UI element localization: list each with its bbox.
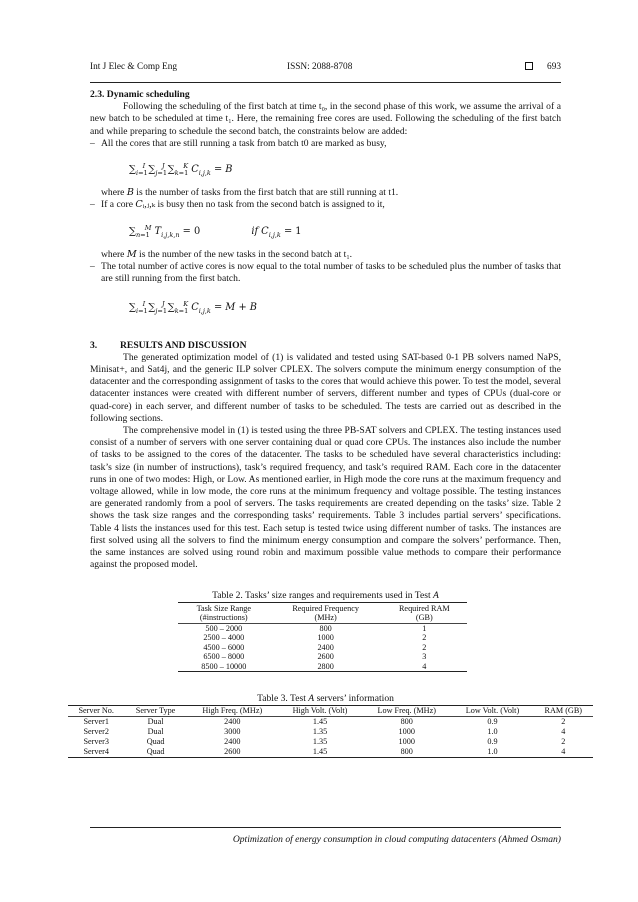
table-row: 2500 – 4000 1000 2 [203, 633, 427, 643]
section-title: RESULTS AND DISCUSSION [120, 339, 247, 351]
table-2-caption: Table 2. Tasks’ size ranges and requirements used in Test A [212, 589, 439, 601]
checkbox-glyph-icon [525, 62, 533, 70]
table-row: 6500 – 8000 2600 3 [203, 652, 427, 662]
table-header: (#instructions) [178, 613, 270, 623]
table-row: Server4 Quad 2600 1.45 800 1.0 4 [68, 747, 593, 758]
table-header: Server Type [124, 706, 186, 717]
section-2-3-paragraph: Following the scheduling of the first batch at time t₀, in the second phase of this work, we assume the arrival of a new batch to be scheduled at time t₁. Here, the remaining free cores are used. Following the scheduling of the first batch and while preparing to schedule the second batch, the constraints below are added: [90, 101, 561, 137]
where-text: where 𝑀 is the number of the new tasks in the second batch at t₁. [101, 248, 353, 260]
bullet-text: The total number of active cores is now equal to the total number of tasks to be scheduled plus the number of tasks that are still running from the first batch. [101, 261, 561, 285]
table-header: (GB) [382, 613, 467, 623]
table-row: 500 – 2000 800 1 [205, 623, 427, 633]
section-2-3-heading: 2.3. Dynamic scheduling [90, 89, 190, 100]
table-row: 4500 – 6000 2400 2 [203, 642, 427, 652]
bullet-text: All the cores that are still running a task from batch t0 are marked as busy, [101, 137, 387, 149]
issn: ISSN: 2088-8708 [287, 62, 353, 72]
table-header: Server No. [68, 706, 124, 717]
bullet-item: – If a core 𝐶ᵢ,ⱼ,ₖ is busy then no task from the second batch is assigned to it, [90, 199, 385, 211]
table-2 [178, 602, 467, 673]
table-3-caption: Table 3. Test A servers’ information [257, 693, 394, 705]
table-header: Required RAM [382, 602, 467, 613]
table-header: Task Size Range [178, 602, 270, 613]
table-row: 8500 – 10000 2800 4 [178, 662, 467, 672]
table-header: High Volt. (Volt) [278, 706, 362, 717]
bullet-item: – The total number of active cores is now equal to the total number of tasks to be scheduled plus the number of tasks that are still running from the first batch. [90, 261, 561, 285]
journal-name: Int J Elec & Comp Eng [90, 62, 178, 72]
table-row: Server1 Dual 2400 1.45 800 0.9 2 [83, 717, 566, 727]
section-3-paragraph-1: The generated optimization model of (1) is validated and tested using SAT-based 0-1 PB solvers named NaPS, Minisat+, and Sat4j, and the generic ILP solver CPLEX. The solvers compute the minimum energy consumption of the datacenter and the corresponding assignment of tasks to the cores that would achieve this power. To test the model, several datacenter instances were created with different number of servers, different number and types of CPUs (dual-core or quad-core) in each server, and different number of tasks to be scheduled. The tests are carried out as described in the following sections. [90, 351, 561, 424]
table-header: Low Volt. (Volt) [451, 706, 533, 717]
section-number: 3. [90, 339, 98, 351]
page-footer: Optimization of energy consumption in cloud computing datacenters (Ahmed Osman) [90, 827, 561, 845]
section-3-paragraph-2: The comprehensive model in (1) is tested using the three PB-SAT solvers and CPLEX. The testing instances used consist of a number of servers with one server containing dual or quad core CPUs. The instances also include the number of tasks to be assigned to the cores of the datacenter. The tasks to be scheduled have several characteristics including: task’s size (in number of instructions), task’s required frequency, and task’s required RAM. Each core in the datacenter runs in one of two modes: High, or Low. As mentioned earlier, in High mode the core runs at the maximum frequency and voltage allowed, while in low mode, the core runs at the minimum frequency and voltage possible. The testing instances are generated randomly from a pool of servers. The tasks requirements are created depending on the tasks’ size. Table 2 shows the task size ranges and the corresponding tasks’ requirements. Table 3 includes partial servers’ specifications. Table 4 lists the instances used for this test. Each setup is tested twice using different number of tasks. The instances are first solved using all the solvers to find the minimum energy consumption and compare the solvers’ performance. Then, the same instances are solved using round robin and maximum possible value methods to compare their performance against the proposed model. [90, 425, 561, 571]
section-3-heading [90, 340, 561, 352]
page-body [78, 89, 583, 758]
table-header: Low Freq. (MHz) [362, 706, 451, 717]
page-number: 693 [547, 62, 561, 72]
equation-busy-cores: $\sum_{𝑖=1}^𝐼$ $\sum_{𝑗=1}^𝐽$ $\sum_{𝑘=1}^𝐾$ 𝐶$_{𝑖,𝑗,𝑘}$ = 𝐵 [129, 162, 233, 178]
where-text: where 𝐵 is the number of tasks from the first batch that are still running at t1. [101, 187, 399, 199]
bullet-text: If a core 𝐶ᵢ,ⱼ,ₖ is busy then no task from the second batch is assigned to it, [101, 199, 385, 211]
table-header: (MHz) [270, 613, 382, 623]
table-3 [68, 705, 593, 758]
header-rule [90, 82, 561, 83]
table-row: Server3 Quad 2400 1.35 1000 0.9 2 [83, 737, 566, 747]
bullet-item: – All the cores that are still running a task from batch t0 are marked as busy, [90, 137, 387, 149]
table-header: Required Frequency [270, 602, 382, 613]
table-row: Server2 Dual 3000 1.35 1000 1.0 4 [83, 727, 566, 737]
table-header: RAM (GB) [534, 706, 593, 717]
table-header: High Freq. (MHz) [187, 706, 278, 717]
page-header [90, 57, 561, 83]
equation-no-assignment: $\sum_{𝑛=1}^𝑀$ 𝑇$_{𝑖,𝑗,𝑘,𝑛}$ = 0 𝑖𝑓 𝐶$_{𝑖,𝑗,𝑘}$ = 1 [129, 223, 302, 239]
equation-active-cores: $\sum_{𝑖=1}^𝐼$ $\sum_{𝑗=1}^𝐽$ $\sum_{𝑘=1}^𝐾$ 𝐶$_{𝑖,𝑗,𝑘}$ = 𝑀 + 𝐵 [129, 300, 257, 316]
